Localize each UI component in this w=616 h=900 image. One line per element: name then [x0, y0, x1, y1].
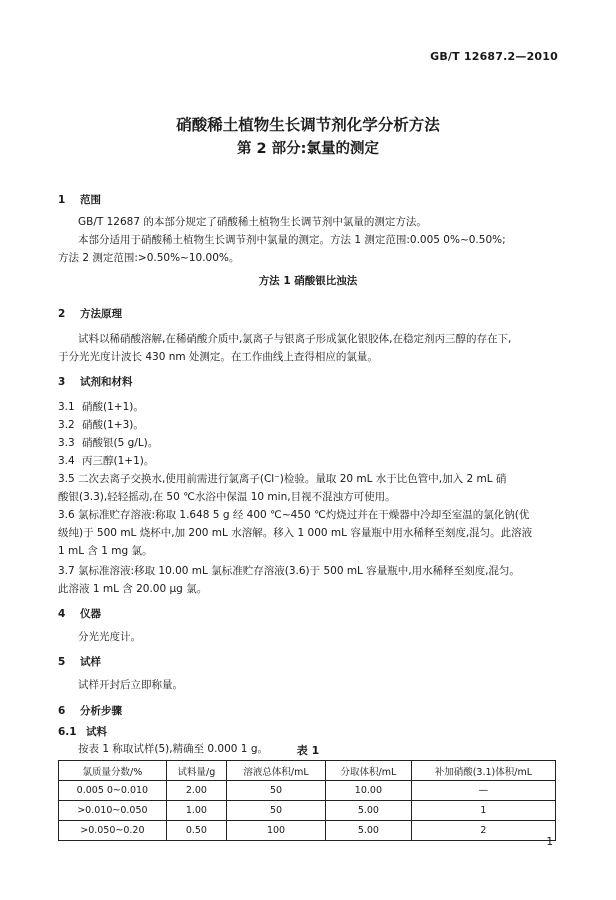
- item-3-3: 3.3 硝酸银(5 g/L)。: [58, 437, 159, 449]
- table-cell: 1.00: [166, 801, 226, 821]
- section-6-1-para-1: 按表 1 称取试样(5),精确至 0.000 1 g。: [78, 743, 268, 755]
- table-cell: >0.010~0.050: [59, 801, 167, 821]
- table-row: [59, 821, 556, 841]
- section-4-heading: 4 仪器: [58, 608, 101, 620]
- item-3-2: 3.2 硝酸(1+3)。: [58, 419, 144, 431]
- table-cell: —: [411, 781, 555, 801]
- section-1-para-3: 方法 2 测定范围:>0.50%~10.00%。: [58, 252, 240, 264]
- document-subtitle: 第 2 部分:氯量的测定: [237, 141, 379, 157]
- section-6-heading: 6 分析步骤: [58, 705, 122, 717]
- section-2-heading: 2 方法原理: [58, 308, 122, 320]
- section-1-heading: 1 范围: [58, 194, 101, 206]
- item-3-7-line-1: 3.7 氯标准溶液:移取 10.00 mL 氯标准贮存溶液(3.6)于 500 mL 容量瓶中,用水稀释至刻度,混匀。: [58, 565, 520, 577]
- table-cell: 2: [411, 821, 555, 841]
- table-header-cell: 氯质量分数/%: [59, 761, 167, 781]
- standard-code: GB/T 12687.2—2010: [430, 50, 558, 63]
- item-3-6-line-3: 1 mL 含 1 mg 氯。: [58, 545, 153, 557]
- item-3-4: 3.4 丙三醇(1+1)。: [58, 455, 155, 467]
- table-cell: 2.00: [166, 781, 226, 801]
- section-1-para-2: 本部分适用于硝酸稀土植物生长调节剂中氯量的测定。方法 1 测定范围:0.005 0%~0.50%;: [78, 234, 506, 246]
- table-caption: 表 1: [296, 744, 320, 757]
- table-1: [58, 760, 556, 841]
- table-cell: 1: [411, 801, 555, 821]
- table-cell: 10.00: [326, 781, 412, 801]
- item-3-1: 3.1 硝酸(1+1)。: [58, 401, 144, 413]
- section-2-para-1: 试料以稀硝酸溶解,在稀硝酸介质中,氯离子与银离子形成氯化银胶体,在稳定剂丙三醇的存在下,: [78, 333, 512, 345]
- table-row: [59, 781, 556, 801]
- section-2-para-2: 于分光光度计波长 430 nm 处测定。在工作曲线上查得相应的氯量。: [58, 351, 378, 363]
- table-header-cell: 补加硝酸(3.1)体积/mL: [411, 761, 555, 781]
- table-header-row: [59, 761, 556, 781]
- section-4-para-1: 分光光度计。: [78, 631, 141, 643]
- table-header-cell: 试料量/g: [166, 761, 226, 781]
- item-3-5-line-2: 酸银(3.3),轻轻摇动,在 50 ℃水浴中保温 10 min,目视不混浊方可使用。: [58, 491, 396, 503]
- document-title: 硝酸稀土植物生长调节剂化学分析方法: [176, 116, 440, 134]
- table-cell: >0.050~0.20: [59, 821, 167, 841]
- table-header-cell: 分取体积/mL: [326, 761, 412, 781]
- table-cell: 50: [227, 801, 326, 821]
- item-3-6-line-1: 3.6 氯标准贮存溶液:称取 1.648 5 g 经 400 ℃~450 ℃灼烧过并在干燥器中冷却至室温的氯化钠(优: [58, 509, 530, 521]
- table-header-cell: 溶液总体积/mL: [227, 761, 326, 781]
- table-cell: 50: [227, 781, 326, 801]
- section-5-para-1: 试样开封后立即称量。: [78, 679, 183, 691]
- table-cell: 5.00: [326, 801, 412, 821]
- page-number: 1: [546, 836, 553, 848]
- section-3-heading: 3 试剂和材料: [58, 376, 133, 388]
- section-1-para-1: GB/T 12687 的本部分规定了硝酸稀土植物生长调节剂中氯量的测定方法。: [78, 216, 427, 228]
- section-5-heading: 5 试样: [58, 656, 101, 668]
- item-3-6-line-2: 级纯)于 500 mL 烧杯中,加 200 mL 水溶解。移入 1 000 mL 容量瓶中用水稀释至刻度,混匀。此溶液: [58, 527, 533, 539]
- table-cell: 0.005 0~0.010: [59, 781, 167, 801]
- section-6-1-heading: 6.1 试料: [58, 726, 107, 738]
- item-3-7-line-2: 此溶液 1 mL 含 20.00 μg 氯。: [58, 583, 208, 595]
- table-cell: 5.00: [326, 821, 412, 841]
- table-cell: 0.50: [166, 821, 226, 841]
- method-1-title: 方法 1 硝酸银比浊法: [258, 275, 358, 287]
- table-row: [59, 801, 556, 821]
- table-cell: 100: [227, 821, 326, 841]
- item-3-5-line-1: 3.5 二次去离子交换水,使用前需进行氯离子(Cl⁻)检验。量取 20 mL 水于比色管中,加入 2 mL 硝: [58, 473, 507, 485]
